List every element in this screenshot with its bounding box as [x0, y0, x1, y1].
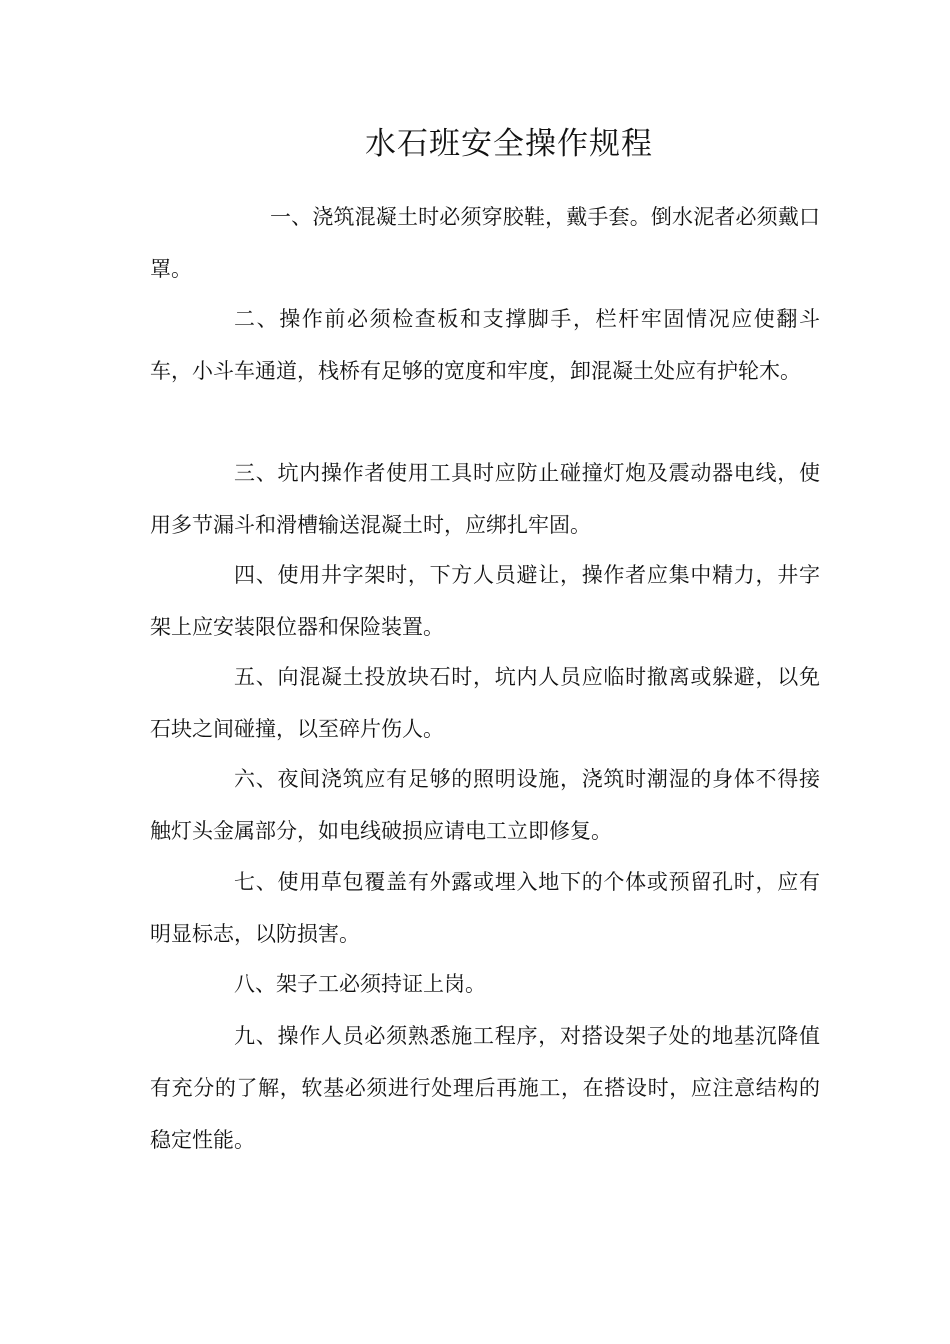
- paragraph-6: 六、夜间浇筑应有足够的照明设施，浇筑时潮湿的身体不得接触灯头金属部分，如电线破损应请电工立即修复。: [150, 767, 820, 843]
- paragraph-9: 九、操作人员必须熟悉施工程序，对搭设架子处的地基沉降值有充分的了解，软基必须进行处理后再施工，在搭设时，应注意结构的稳定性能。: [150, 1024, 820, 1152]
- document-title: 水石班安全操作规程: [365, 126, 653, 162]
- paragraph-7: 七、使用草包覆盖有外露或埋入地下的个体或预留孔时，应有明显标志，以防损害。: [150, 870, 820, 946]
- paragraph-8: 八、架子工必须持证上岗。: [234, 972, 486, 996]
- paragraph-2: 二、操作前必须检查板和支撑脚手，栏杆牢固情况应使翻斗车，小斗车通道，栈桥有足够的宽度和牢度，卸混凝土处应有护轮木。: [150, 307, 820, 383]
- paragraph-4: 四、使用井字架时，下方人员避让，操作者应集中精力，井字架上应安装限位器和保险装置。: [150, 563, 820, 639]
- paragraph-3: 三、坑内操作者使用工具时应防止碰撞灯炮及震动器电线，使用多节漏斗和滑槽输送混凝土时，应绑扎牢固。: [150, 461, 820, 537]
- paragraph-5: 五、向混凝土投放块石时，坑内人员应临时撤离或躲避，以免石块之间碰撞，以至碎片伤人。: [150, 665, 820, 741]
- paragraph-1: 一、浇筑混凝土时必须穿胶鞋，戴手套。倒水泥者必须戴口罩。: [150, 205, 820, 281]
